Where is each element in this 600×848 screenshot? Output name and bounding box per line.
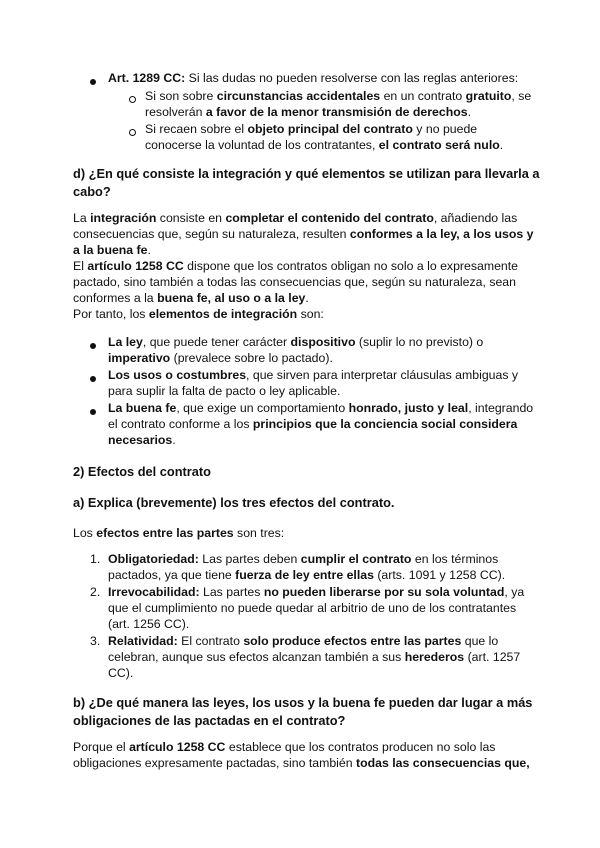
paragraph-line — [73, 242, 151, 258]
list-item-buena-fe-cont — [108, 432, 176, 448]
text-run: conformes a la — [73, 291, 158, 305]
sublist-line — [145, 121, 477, 137]
paragraph-line — [73, 739, 495, 755]
question-b-heading-cont: obligaciones de las pactadas en el contrato? — [73, 713, 346, 728]
list-number: 2. — [90, 585, 101, 599]
text-run: . — [499, 138, 504, 152]
text-run: El contrato — [177, 634, 244, 648]
bold-text: imperativo — [108, 351, 171, 365]
bold-text: el contrato será nulo — [378, 138, 500, 152]
text-run: en los términos — [411, 552, 499, 566]
text-run: en un contrato — [380, 89, 466, 103]
bold-text: integración — [90, 211, 157, 225]
bold-text: Obligatoriedad: — [108, 552, 199, 566]
list-item-ley-cont — [108, 350, 333, 366]
effect-irrevocabilidad — [108, 584, 524, 600]
bold-text: principios que la conciencia social considera — [252, 417, 518, 431]
sublist-line — [145, 88, 531, 104]
paragraph-line — [73, 274, 516, 290]
text-run: establece que los contratos producen no solo las — [225, 740, 496, 754]
text-run: son: — [297, 307, 324, 321]
text-run: el contrato conforme a los — [108, 417, 253, 431]
text-run: CC). — [108, 666, 134, 680]
text-run: que lo — [461, 634, 499, 648]
text-run: Por tanto, los — [73, 307, 149, 321]
section-2-heading: 2) Efectos del contrato — [73, 464, 211, 479]
text-run: y no puede — [412, 122, 478, 136]
text-run: (art. 1256 CC). — [108, 617, 190, 631]
sublist-line — [145, 137, 503, 153]
bold-text: elementos de integración — [148, 307, 298, 321]
text-run: Si recaen sobre el — [145, 122, 248, 136]
bold-text: conformes a la ley, a los usos y — [349, 227, 534, 241]
effect-relatividad-cont — [108, 649, 520, 665]
text-run: son tres: — [233, 526, 285, 540]
bold-text: dispositivo — [290, 335, 356, 349]
list-item-usos — [108, 367, 518, 383]
sublist-line — [145, 104, 471, 120]
bold-text: buena fe, al uso o a la ley — [157, 291, 306, 305]
text-run: (arts. 1091 y 1258 CC). — [373, 568, 506, 582]
paragraph-line — [73, 306, 324, 322]
bold-text: Relatividad: — [108, 634, 178, 648]
effect-obligatoriedad — [108, 551, 498, 567]
text-run: celebran, aunque sus efectos alcanzan también a sus — [108, 650, 405, 664]
text-run: . — [305, 291, 309, 305]
bold-text: a favor de la menor transmisión de derechos — [205, 105, 468, 119]
bold-text: La buena fe — [108, 401, 177, 415]
text-run: (art. 1257 — [464, 650, 521, 664]
list-line — [108, 70, 518, 86]
question-d-heading: d) ¿En qué consiste la integración y qué elementos se utilizan para llevarla a — [73, 166, 540, 181]
bold-text: efectos entre las partes — [96, 526, 234, 540]
bold-text: Art. 1289 CC: — [108, 71, 186, 85]
text-run: consiste en — [156, 211, 226, 225]
question-d-heading-cont: cabo? — [73, 184, 111, 199]
bold-text: honrado, justo y leal — [348, 401, 469, 415]
list-item-usos-cont — [108, 383, 340, 399]
bullet-icon — [90, 370, 96, 386]
paragraph-line — [73, 210, 517, 226]
text-run: El — [73, 259, 88, 273]
bold-text: a la buena fe — [73, 243, 148, 257]
bullet-icon — [90, 73, 96, 89]
paragraph-line — [73, 525, 284, 541]
bold-text: objeto principal del contrato — [247, 122, 413, 136]
hollow-bullet-icon — [129, 124, 136, 140]
bold-text: gratuito — [465, 89, 512, 103]
text-run: . — [467, 105, 472, 119]
bold-text: cumplir el contrato — [300, 552, 412, 566]
effect-relatividad-cont — [108, 665, 133, 681]
text-run: Las partes — [199, 585, 264, 599]
text-run: , se — [511, 89, 532, 103]
text-run: conocerse la voluntad de los contratantes, — [145, 138, 379, 152]
bold-text: Irrevocabilidad: — [108, 585, 200, 599]
paragraph-line — [73, 226, 534, 242]
text-run: (prevalece sobre lo pactado). — [170, 351, 333, 365]
text-run: , ya — [504, 585, 525, 599]
paragraph-line — [73, 290, 309, 306]
bullet-icon — [90, 403, 96, 419]
text-run: Los — [73, 526, 97, 540]
text-run: (suplir lo no previsto) o — [355, 335, 484, 349]
paragraph-line — [73, 755, 530, 771]
text-run: para suplir la falta de pacto o ley aplicable. — [108, 384, 341, 398]
text-run: que el cumplimiento no puede quedar al arbitrio de uno de los contratantes — [108, 601, 517, 615]
bold-text: todas las consecuencias que, — [356, 756, 530, 770]
text-run: pactados, ya que tiene — [108, 568, 236, 582]
text-run: , añadiendo las — [433, 211, 518, 225]
list-number: 3. — [90, 634, 101, 648]
list-number: 1. — [90, 552, 101, 566]
text-run: , que sirven para interpretar cláusulas ambiguas y — [246, 368, 519, 382]
bold-text: artículo 1258 CC — [87, 259, 184, 273]
bold-text: herederos — [404, 650, 465, 664]
text-run: , que puede tener carácter — [142, 335, 291, 349]
bold-text: completar el contenido del contrato — [225, 211, 434, 225]
bold-text: no pueden liberarse por su sola voluntad — [263, 585, 505, 599]
hollow-bullet-icon — [129, 91, 136, 107]
paragraph-line — [73, 258, 518, 274]
effect-irrevocabilidad-cont — [108, 616, 189, 632]
text-run: dispone que los contratos obligan no solo a lo expresamente — [183, 259, 519, 273]
text-run: consecuencias que, según su naturaleza, resulten — [73, 227, 350, 241]
bold-text: fuerza de ley entre ellas — [235, 568, 374, 582]
bold-text: necesarios — [108, 433, 173, 447]
bold-text: solo produce efectos entre las partes — [243, 634, 462, 648]
text-run: resolverán — [145, 105, 206, 119]
text-run: pactado, sino también a todas las consecuencias que, según su naturaleza, sean — [73, 275, 516, 289]
text-run: La — [73, 211, 91, 225]
bold-text: artículo 1258 CC — [129, 740, 226, 754]
list-item-buena-fe — [108, 400, 533, 416]
effect-obligatoriedad-cont — [108, 567, 505, 583]
list-item-buena-fe-cont — [108, 416, 517, 432]
text-run: Porque el — [73, 740, 130, 754]
text-run: . — [172, 433, 176, 447]
text-run: Si las dudas no pueden resolverse con las reglas anteriores: — [188, 71, 519, 85]
effect-relatividad — [108, 633, 498, 649]
text-run: obligaciones expresamente pactadas, sino también — [73, 756, 357, 770]
text-run: . — [147, 243, 151, 257]
question-a-heading: a) Explica (brevemente) los tres efectos del contrato. — [73, 495, 395, 510]
effect-irrevocabilidad-cont — [108, 600, 516, 616]
bold-text: Los usos o costumbres — [108, 368, 247, 382]
question-b-heading: b) ¿De qué manera las leyes, los usos y la buena fe pueden dar lugar a más — [73, 695, 533, 710]
bullet-icon — [90, 337, 96, 353]
text-run: , que exige un comportamiento — [176, 401, 349, 415]
text-run: Si son sobre — [145, 89, 217, 103]
text-run: Las partes deben — [198, 552, 301, 566]
text-run: , integrando — [468, 401, 534, 415]
list-item-ley — [108, 334, 483, 350]
bold-text: La ley — [108, 335, 143, 349]
bold-text: circunstancias accidentales — [216, 89, 381, 103]
